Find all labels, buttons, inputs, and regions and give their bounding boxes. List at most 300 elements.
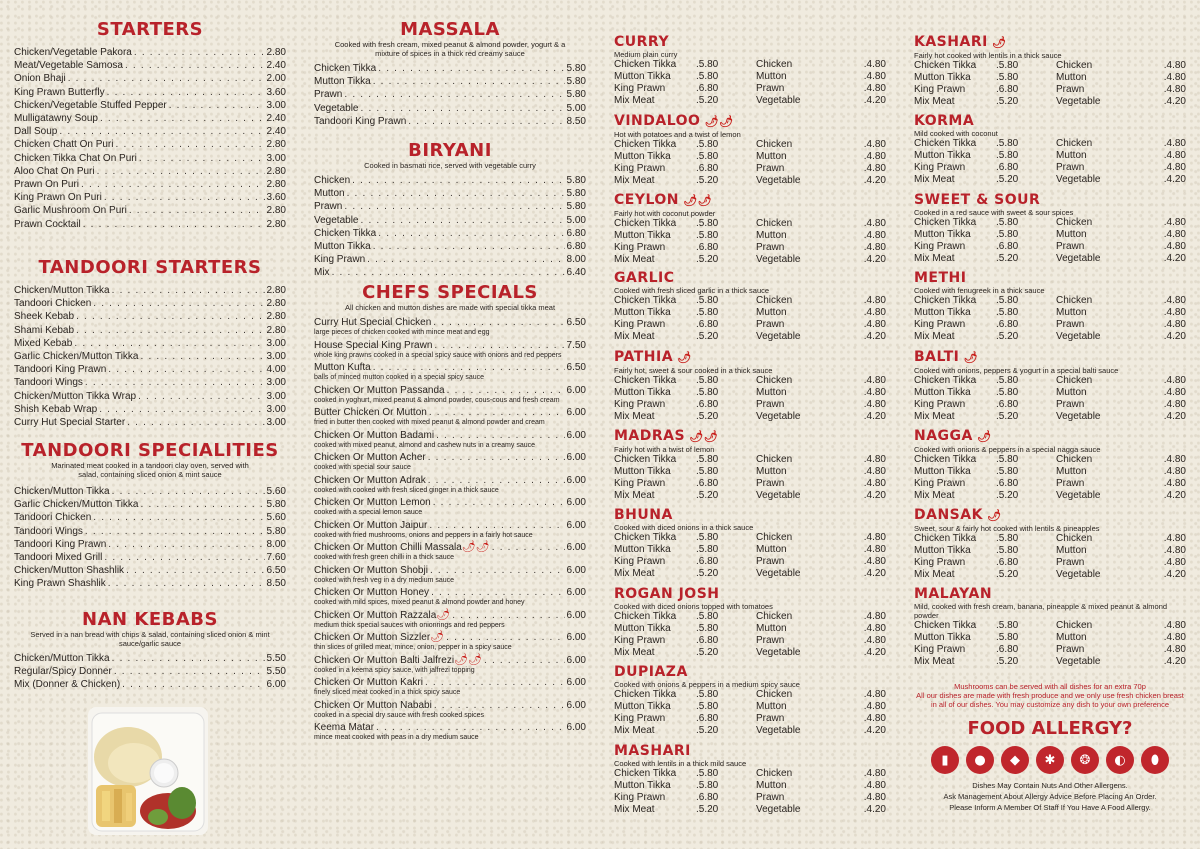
- curry-price-grid: [914, 60, 1186, 108]
- price-row: [614, 151, 886, 163]
- dish-name: Vegetable: [756, 411, 801, 423]
- dish-name: Mix Meat: [914, 655, 955, 667]
- curry-title: MASHARI: [614, 743, 691, 760]
- item-price: 5.80: [566, 175, 586, 186]
- dish-price: .4.80: [863, 295, 886, 307]
- tandoori-starters-section: [14, 258, 286, 429]
- dot-leader: [129, 204, 265, 217]
- item-name: Shish Kebab Wrap: [14, 403, 98, 415]
- menu-item: [14, 284, 286, 297]
- menu-item: [314, 631, 586, 644]
- dish-name: Vegetable: [1056, 96, 1101, 107]
- price-row: [614, 295, 886, 307]
- price-row: [914, 644, 1186, 656]
- curry-section: [614, 428, 886, 502]
- item-name: Mutton: [314, 188, 345, 200]
- dish-price: .4.80: [1163, 149, 1186, 161]
- item-name: Curry Hut Special Chicken: [314, 317, 432, 328]
- dish-price: .5.80: [696, 543, 719, 555]
- menu-item: [14, 665, 286, 678]
- dish-price: .4.80: [863, 689, 886, 701]
- dot-leader: [332, 266, 565, 279]
- price-row: [914, 217, 1186, 229]
- curry-title: DUPIAZA: [614, 664, 688, 681]
- price-row: [914, 295, 1186, 307]
- item-name: Keema Matar: [314, 722, 375, 733]
- price-row: [914, 331, 1186, 343]
- dish-price: .5.80: [996, 466, 1019, 477]
- price-row: [614, 556, 886, 568]
- curry-price-grid: [614, 375, 886, 423]
- dish-price: .5.80: [696, 689, 719, 701]
- menu-item: [14, 363, 286, 376]
- chili-icon: 🌶🌶: [685, 430, 719, 443]
- chili-icon: 🌶🌶: [679, 193, 713, 207]
- item-price: 2.40: [266, 113, 286, 125]
- dish-price: .6.80: [696, 792, 719, 804]
- chili-icon: 🌶🌶: [454, 653, 482, 666]
- item-price: 3.00: [266, 390, 286, 402]
- dish-name: Vegetable: [1056, 655, 1101, 667]
- dish-price: .5.20: [996, 655, 1019, 667]
- dish-price: .5.20: [996, 490, 1019, 501]
- item-price: 2.80: [266, 311, 286, 323]
- curry-section: [914, 270, 1186, 343]
- item-name: Sheek Kebab: [14, 311, 75, 323]
- dot-leader: [85, 376, 265, 389]
- item-price: 2.00: [266, 73, 286, 85]
- dot-leader: [434, 339, 564, 352]
- dish-name: Vegetable: [756, 725, 801, 737]
- dish-name: Prawn: [756, 792, 785, 804]
- menu-item: [314, 62, 586, 75]
- dish-name: Mutton Tikka: [914, 149, 971, 161]
- dish-price: .4.80: [863, 531, 886, 543]
- item-name: Regular/Spicy Donner: [14, 666, 112, 678]
- curry-price-grid: [914, 217, 1186, 265]
- dish-name: King Prawn: [914, 643, 966, 655]
- item-name: Chicken Or Mutton Jaipur: [314, 519, 428, 531]
- item-price: 2.80: [266, 139, 286, 151]
- tandoori-specialities-section: [14, 441, 286, 591]
- item-name: Chicken Or Mutton Shobji: [314, 564, 428, 576]
- chili-icon: 🌶: [673, 351, 692, 365]
- item-name: Tandoori Wings: [14, 377, 83, 389]
- item-description: medium thick special sauces with onionrings and red peppers: [314, 621, 505, 629]
- curry-price-grid: [914, 375, 1186, 423]
- item-price: 5.00: [566, 214, 586, 226]
- price-row: [914, 84, 1186, 96]
- dish-name: Chicken: [756, 375, 793, 387]
- item-description: cooked with a special lemon sauce: [314, 509, 423, 517]
- dish-price: .5.80: [996, 137, 1019, 149]
- menu-item: [314, 266, 586, 279]
- menu-item: [14, 152, 286, 165]
- curry-title: SWEET & SOUR: [914, 191, 1041, 208]
- dot-leader: [104, 551, 264, 564]
- item-price: 6.00: [566, 677, 586, 688]
- dish-price: .5.80: [696, 375, 719, 387]
- allergy-title: FOOD ALLERGY?: [967, 718, 1133, 739]
- item-price: 5.80: [566, 89, 586, 101]
- dish-name: Mix Meat: [614, 174, 655, 186]
- section-desc: Marinated meat cooked in a tandoori clay oven, served with salad, containing sliced onion & mint sauce: [51, 461, 249, 479]
- dot-leader: [378, 227, 564, 240]
- menu-item: [14, 204, 286, 217]
- menu-item: [314, 676, 586, 689]
- dish-name: King Prawn: [914, 84, 966, 95]
- milk-icon: ▮: [931, 746, 959, 774]
- dish-name: Prawn: [756, 399, 785, 411]
- section-title: NAN KEBABS: [82, 609, 218, 630]
- menu-item: [314, 451, 586, 464]
- menu-item: [314, 496, 586, 509]
- egg-icon: ●: [966, 746, 994, 774]
- item-price: 6.50: [266, 565, 286, 577]
- dish-name: Chicken Tikka: [614, 610, 677, 622]
- dot-leader: [433, 496, 565, 509]
- item-description: cooked with cooked with fresh sliced ginger in a thick sauce: [314, 486, 499, 494]
- price-row: [914, 138, 1186, 150]
- price-row: [614, 218, 886, 230]
- price-row: [914, 656, 1186, 668]
- item-name: Chicken Or Mutton Adrak: [314, 474, 426, 486]
- price-row: [614, 544, 886, 556]
- item-name: Curry Hut Special Starter: [14, 417, 126, 429]
- dish-name: Chicken: [1056, 619, 1093, 631]
- dish-name: Chicken: [1056, 137, 1093, 149]
- price-row: [614, 768, 886, 780]
- curry-price-grid: [914, 295, 1186, 343]
- menu-item: [14, 112, 286, 125]
- menu-item: [314, 564, 586, 577]
- curry-section: [614, 507, 886, 580]
- item-price: 6.00: [566, 474, 586, 486]
- curry-title: BALTI 🌶: [914, 349, 979, 366]
- curry-desc: Fairly hot with a twist of lemon: [614, 445, 715, 454]
- section-title: BIRYANI: [408, 140, 492, 161]
- menu-item: [14, 551, 286, 564]
- curry-desc: Mild cooked with coconut: [914, 128, 998, 138]
- dot-leader: [361, 102, 565, 115]
- curry-desc: Cooked with diced onions in a thick sauce: [614, 522, 754, 532]
- dish-price: .4.80: [863, 399, 886, 411]
- curry-desc: Medium plain curry: [614, 50, 678, 59]
- item-name: Aloo Chat On Puri: [14, 165, 95, 177]
- dish-price: .4.20: [1163, 252, 1186, 264]
- section-desc: Cooked in basmati rice, served with vegetable curry: [364, 161, 536, 170]
- dish-name: Mutton Tikka: [614, 780, 671, 792]
- curry-desc: Cooked in a red sauce with sweet & sour spices: [914, 207, 1074, 217]
- dish-name: King Prawn: [614, 792, 666, 804]
- dot-leader: [76, 324, 264, 337]
- dot-leader: [85, 525, 265, 538]
- menu-item: [14, 191, 286, 204]
- section-desc: All chicken and mutton dishes are made with special tikka meat: [344, 303, 556, 312]
- item-name: Mutton Kufta: [314, 362, 371, 373]
- dish-name: Chicken Tikka: [614, 375, 677, 387]
- item-name: Meat/Vegetable Samosa: [14, 60, 123, 72]
- dish-price: .4.80: [863, 780, 886, 792]
- curry-price-grid: [614, 139, 886, 187]
- dish-name: Mutton Tikka: [914, 72, 971, 83]
- allergen-icons: [914, 746, 1186, 774]
- curry-section: [914, 113, 1186, 186]
- price-row: [614, 242, 886, 254]
- dish-price: .4.80: [1163, 216, 1186, 228]
- dish-price: .5.20: [696, 411, 719, 423]
- item-description: cooked with mixed peanut, almond and cashew nuts in a creamy sauce: [314, 441, 536, 449]
- dish-price: .4.80: [1163, 466, 1186, 477]
- dish-price: .4.80: [1163, 137, 1186, 149]
- dish-name: Mix Meat: [614, 646, 655, 658]
- menu-item: [14, 416, 286, 429]
- dish-price: .4.20: [1163, 173, 1186, 185]
- item-price: 6.00: [566, 407, 586, 418]
- dish-price: .6.80: [696, 478, 719, 489]
- dish-name: Chicken Tikka: [614, 454, 677, 465]
- dish-name: Prawn: [1056, 478, 1085, 489]
- dish-price: .5.20: [996, 568, 1019, 580]
- curry-title: MADRAS 🌶🌶: [614, 428, 719, 444]
- item-name: Chicken Or Mutton Razzala: [314, 609, 437, 621]
- dish-name: King Prawn: [614, 478, 666, 489]
- curry-section: [614, 586, 886, 659]
- price-row: [614, 713, 886, 725]
- curry-title: PATHIA 🌶: [614, 349, 692, 366]
- dot-leader: [93, 511, 264, 524]
- price-row: [614, 454, 886, 466]
- dish-price: .4.80: [863, 610, 886, 622]
- item-description: whole king prawns cooked in a special spicy sauce with onions and red peppers: [314, 351, 562, 359]
- dish-name: Mix Meat: [614, 490, 655, 501]
- dish-name: King Prawn: [614, 555, 666, 567]
- dish-price: .5.80: [696, 622, 719, 634]
- dish-name: Chicken: [756, 295, 793, 307]
- dish-price: .4.80: [863, 792, 886, 804]
- dish-name: Chicken Tikka: [614, 295, 677, 307]
- dot-leader: [347, 187, 565, 200]
- dish-name: Prawn: [1056, 319, 1085, 331]
- item-name: Chicken Or Mutton Badami: [314, 429, 435, 441]
- dish-name: King Prawn: [914, 161, 966, 173]
- dish-price: .4.20: [863, 174, 886, 186]
- menu-item: [314, 187, 586, 200]
- dish-name: Vegetable: [1056, 331, 1101, 343]
- price-row: [614, 175, 886, 187]
- item-price: 3.00: [266, 377, 286, 389]
- price-row: [914, 162, 1186, 174]
- chili-icon: 🌶: [959, 351, 979, 365]
- dish-name: Chicken Tikka: [914, 60, 977, 71]
- dot-leader: [112, 485, 265, 498]
- dish-name: Mutton Tikka: [614, 466, 671, 477]
- price-row: [614, 95, 886, 107]
- item-price: 8.50: [266, 578, 286, 590]
- dish-name: Mix Meat: [614, 411, 655, 423]
- price-row: [614, 254, 886, 266]
- dish-name: Mix Meat: [914, 252, 955, 264]
- item-price: 6.50: [566, 362, 586, 373]
- dish-name: King Prawn: [914, 556, 966, 568]
- allergy-line-3: Please Inform A Member Of Staff If You Have A Food Allergy.: [949, 803, 1151, 812]
- item-price: 3.00: [266, 152, 286, 164]
- dish-price: .6.80: [996, 84, 1019, 95]
- dish-price: .4.80: [1163, 84, 1186, 95]
- item-price: 3.00: [266, 417, 286, 429]
- price-row: [914, 632, 1186, 644]
- price-row: [914, 454, 1186, 466]
- dish-name: Prawn: [756, 162, 785, 174]
- item-price: 5.80: [566, 201, 586, 213]
- price-row: [914, 411, 1186, 423]
- menu-item: [14, 99, 286, 112]
- curry-title: GARLIC: [614, 270, 675, 287]
- item-price: 5.50: [266, 653, 286, 664]
- menu-item: [14, 59, 286, 72]
- curry-title: ROGAN JOSH: [614, 585, 720, 602]
- dot-leader: [429, 519, 564, 532]
- curry-price-grid: [614, 532, 886, 580]
- allergy-line-1: Dishes May Contain Nuts And Other Allergens.: [972, 781, 1128, 790]
- item-name: Tandoori King Prawn: [14, 538, 107, 550]
- item-description: finely sliced meat cooked in a thick spicy sauce: [314, 689, 461, 697]
- dish-price: .4.20: [1163, 96, 1186, 107]
- dish-name: Mutton: [756, 780, 787, 792]
- item-name: Mutton Tikka: [314, 241, 371, 253]
- food-photo: [88, 707, 208, 835]
- menu-item: [14, 652, 286, 665]
- dish-name: Chicken: [1056, 60, 1093, 71]
- dish-price: .4.80: [1163, 240, 1186, 252]
- price-row: [614, 331, 886, 343]
- item-name: Chicken/Mutton Tikka: [14, 653, 110, 664]
- curry-price-grid: [914, 533, 1186, 581]
- dish-name: Chicken Tikka: [914, 295, 977, 307]
- dish-price: .5.80: [696, 531, 719, 543]
- price-row: [614, 319, 886, 331]
- dot-leader: [431, 586, 564, 599]
- menu-item: [314, 384, 586, 397]
- curry-price-grid: [614, 295, 886, 343]
- dish-name: Vegetable: [1056, 568, 1101, 580]
- curry-title: NAGGA 🌶: [914, 428, 992, 444]
- dish-price: .4.20: [1163, 655, 1186, 667]
- item-price: 5.50: [266, 666, 286, 678]
- dish-price: .5.80: [696, 466, 719, 477]
- dish-name: Mutton: [756, 71, 787, 82]
- item-name: Chicken/Vegetable Pakora: [14, 47, 132, 58]
- item-name: Tandoori King Prawn: [314, 115, 407, 127]
- item-price: 5.00: [566, 102, 586, 114]
- price-row: [914, 399, 1186, 411]
- curry-price-grid: [614, 454, 886, 502]
- item-name: Chicken Or Mutton Acher: [314, 452, 426, 463]
- dish-price: .5.80: [996, 307, 1019, 319]
- dish-price: .5.80: [696, 780, 719, 792]
- menu-item: [314, 174, 586, 187]
- dish-price: .4.20: [863, 411, 886, 423]
- menu-item: [14, 678, 286, 691]
- dish-price: .5.20: [996, 173, 1019, 185]
- price-row: [614, 139, 886, 151]
- dish-price: .4.20: [1163, 568, 1186, 580]
- item-price: 6.80: [566, 241, 586, 253]
- dish-name: Mutton: [1056, 149, 1087, 161]
- dish-name: Prawn: [1056, 643, 1085, 655]
- item-price: 7.50: [566, 339, 586, 351]
- item-description: cooked with special sour sauce: [314, 464, 411, 472]
- price-row: [914, 253, 1186, 265]
- dish-price: .5.20: [696, 490, 719, 501]
- item-price: 6.50: [566, 317, 586, 328]
- item-name: Garlic Mushroom On Puri: [14, 205, 127, 217]
- item-name: House Special King Prawn: [314, 339, 433, 351]
- dish-price: .5.20: [696, 95, 719, 106]
- dot-leader: [373, 75, 565, 88]
- curry-price-grid: [614, 611, 886, 659]
- dish-price: .5.20: [696, 253, 719, 265]
- dish-name: Mutton Tikka: [914, 228, 971, 240]
- dish-price: .4.80: [1163, 228, 1186, 240]
- dish-price: .5.80: [696, 610, 719, 622]
- notes-and-allergy: [914, 682, 1186, 813]
- menu-item: [314, 541, 586, 554]
- dot-leader: [108, 363, 264, 376]
- dot-leader: [141, 498, 265, 511]
- dish-price: .5.20: [696, 174, 719, 186]
- curry-price-grid: [614, 59, 886, 107]
- dish-name: Prawn: [756, 713, 785, 725]
- dot-leader: [134, 46, 265, 59]
- dot-leader: [108, 577, 265, 590]
- dish-price: .4.80: [863, 478, 886, 489]
- dish-price: .4.80: [1163, 60, 1186, 71]
- price-row: [914, 545, 1186, 557]
- dish-name: Mutton: [1056, 466, 1087, 477]
- dish-price: .4.80: [863, 217, 886, 229]
- massala-section: [314, 20, 586, 128]
- item-price: 6.00: [566, 722, 586, 733]
- dish-price: .4.80: [863, 162, 886, 174]
- item-name: Mix: [314, 267, 330, 279]
- curry-section: [614, 192, 886, 266]
- dish-name: Chicken Tikka: [614, 217, 677, 229]
- dish-price: .5.80: [696, 454, 719, 465]
- item-price: 3.00: [266, 403, 286, 415]
- dot-leader: [344, 200, 564, 213]
- dot-leader: [436, 429, 564, 442]
- dish-name: Chicken Tikka: [614, 689, 677, 701]
- dish-price: .4.80: [1163, 532, 1186, 544]
- dish-price: .4.80: [863, 83, 886, 94]
- menu-item: [314, 200, 586, 213]
- menu-item: [14, 86, 286, 99]
- dish-price: .4.80: [863, 622, 886, 634]
- item-price: 6.00: [566, 587, 586, 598]
- item-name: Chicken Chatt On Puri: [14, 139, 114, 151]
- dish-name: Mutton Tikka: [914, 307, 971, 319]
- dish-name: Prawn: [1056, 399, 1085, 411]
- dish-price: .5.20: [696, 331, 719, 343]
- dish-price: .5.80: [696, 138, 719, 150]
- dish-name: Prawn: [756, 319, 785, 331]
- dish-price: .5.80: [696, 295, 719, 307]
- dot-leader: [492, 541, 565, 554]
- dot-leader: [373, 240, 565, 253]
- price-row: [914, 96, 1186, 108]
- menu-item: [314, 316, 586, 329]
